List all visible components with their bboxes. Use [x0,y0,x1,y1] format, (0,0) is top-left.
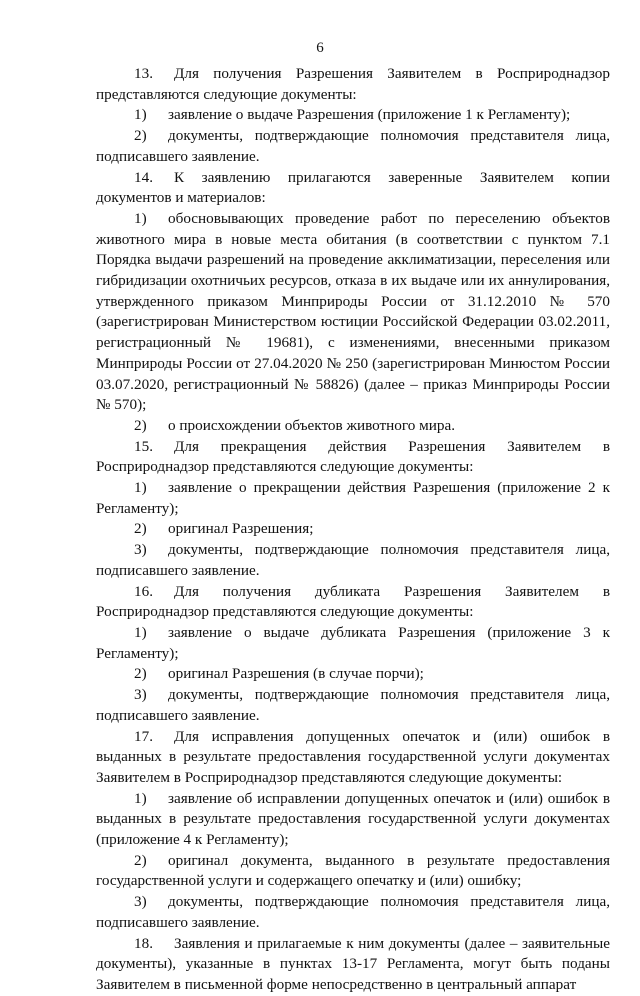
numbered-paragraph [96,168,610,209]
paragraph-number: 14. [134,168,153,186]
list-item [96,519,610,540]
list-item [96,209,610,416]
item-number: 3) [134,541,147,559]
numbered-paragraph [96,437,610,478]
item-text: заявление об исправлении допущенных опечаток и (или) ошибок в выданных в результате предоставления государственной услуги документах (приложение 4 к Регламенту); [96,789,610,849]
item-text: заявление о выдаче дубликата Разрешения (приложение 3 к Регламенту); [96,623,610,662]
item-number: 3) [134,686,147,704]
item-text: оригинал Разрешения; [168,520,314,538]
numbered-paragraph [96,727,610,789]
item-number: 1) [134,623,147,641]
item-number: 1) [134,106,147,124]
paragraph-text: Для получения дубликата Разрешения Заявителем в Росприроднадзор представляются следующие документы: [96,582,610,621]
paragraph-text: Для прекращения действия Разрешения Заявителем в Росприроднадзор представляются следующие документы: [96,437,610,476]
item-text: оригинал Разрешения (в случае порчи); [168,665,424,683]
item-text: оригинал документа, выданного в результате предоставления государственной услуги и содержащего опечатку и (или) ошибку; [96,851,610,890]
item-text: о происхождении объектов животного мира. [168,416,456,434]
item-number: 1) [134,479,147,497]
item-text: документы, подтверждающие полномочия представителя лица, подписавшего заявление. [96,686,610,724]
numbered-paragraph [96,64,610,105]
list-item [96,105,610,126]
paragraph-text: Для получения Разрешения Заявителем в Росприроднадзор представляются следующие документы: [96,65,610,103]
paragraph-number: 17. [134,727,153,745]
list-item [96,478,610,519]
paragraph-number: 18. [134,934,153,952]
numbered-paragraph [96,582,610,623]
list-item [96,416,610,437]
paragraph-text: Для исправления допущенных опечаток и (или) ошибок в выданных в результате предоставления государственной услуги документах Заявителем в Росприроднадзор представляются следующие документы: [96,727,610,786]
item-number: 2) [134,851,147,869]
paragraph-text: К заявлению прилагаются заверенные Заявителем копии документов и материалов: [96,168,610,207]
list-item [96,685,610,726]
item-number: 2) [134,127,147,145]
item-number: 1) [134,789,147,807]
item-number: 2) [134,416,147,434]
list-item [96,623,610,664]
item-text: обосновывающих проведение работ по переселению объектов животного мира в новые места обитания (в соответствии с пунктом 7.1 Порядка выдачи разрешений на проведение акклиматизации, переселения или гибридизации охотничьих ресурсов, отказа в их выдаче или их аннулирования, утвержденного приказом Минприроды России от 31.12.2010 № 570 (зарегистрирован Министерством юстиции Российской Федерации 03.02.2011, регистрационный № 19681), с изменениями, внесенными приказом Минприроды России от 27.04.2020 № 250 (зарегистрирован Минюстом России 03.07.2020, регистрационный № 58826) (далее – приказ Минприроды России № 570); [96,209,610,414]
item-text: документы, подтверждающие полномочия представителя лица, подписавшего заявление. [96,541,610,579]
item-number: 2) [134,665,147,683]
item-number: 3) [134,893,147,911]
list-item [96,851,610,892]
item-number: 1) [134,209,147,227]
paragraph-text: Заявления и прилагаемые к ним документы (далее – заявительные документы), указанные в пунктах 13-17 Регламента, могут быть поданы Заявителем в письменной форме непосредственно в центральный аппарат [96,934,610,993]
item-text: документы, подтверждающие полномочия представителя лица, подписавшего заявление. [96,893,610,931]
list-item [96,540,610,581]
item-text: заявление о выдаче Разрешения (приложение 1 к Регламенту); [168,106,571,124]
item-text: документы, подтверждающие полномочия представителя лица, подписавшего заявление. [96,127,610,165]
document-body [96,64,610,996]
list-item [96,789,610,851]
item-text: заявление о прекращении действия Разрешения (приложение 2 к Регламенту); [96,479,610,517]
item-number: 2) [134,520,147,538]
page-number: 6 [316,40,324,56]
paragraph-number: 13. [134,65,153,82]
list-item [96,664,610,685]
list-item [96,126,610,167]
numbered-paragraph [96,934,610,996]
list-item [96,892,610,933]
paragraph-number: 16. [134,582,153,600]
paragraph-number: 15. [134,437,153,455]
